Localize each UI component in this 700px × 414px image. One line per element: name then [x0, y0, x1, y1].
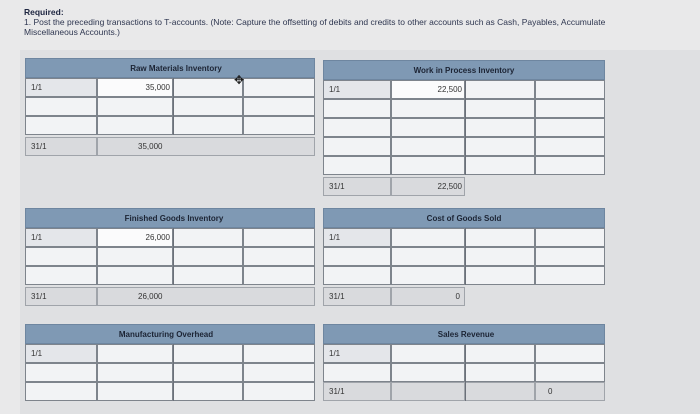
credit-date-cell[interactable] [465, 118, 535, 137]
credit-date-cell[interactable] [173, 116, 243, 135]
debit-row [25, 382, 315, 401]
ending-amount-cell [97, 137, 315, 156]
date-cell[interactable] [25, 363, 97, 382]
wip-title: Work in Process Inventory [413, 66, 515, 75]
ending-balance: 26,000 [138, 292, 163, 301]
debit-amount-cell[interactable] [391, 99, 465, 118]
credit-date-cell[interactable] [173, 344, 243, 363]
credit-amount-cell[interactable] [535, 80, 605, 99]
debit-amount-cell[interactable] [97, 247, 173, 266]
date-cell [323, 287, 391, 306]
ending-amount-cell [391, 177, 465, 196]
debit-row [323, 382, 605, 401]
credit-date-cell[interactable] [465, 156, 535, 175]
ending-balance-row [323, 177, 605, 196]
debit-amount-cell[interactable] [391, 118, 465, 137]
date-cell[interactable] [323, 247, 391, 266]
credit-amount-cell[interactable] [243, 344, 315, 363]
instruction-line-2: Miscellaneous Accounts.) [24, 27, 120, 37]
credit-date-cell[interactable] [465, 363, 535, 382]
debit-row [323, 363, 605, 382]
credit-amount-cell[interactable] [243, 247, 315, 266]
debit-row [323, 137, 605, 156]
debit-row [25, 344, 315, 363]
date-cell[interactable] [323, 266, 391, 285]
date-cell[interactable] [323, 99, 391, 118]
credit-amount-cell[interactable] [243, 363, 315, 382]
date-text: 1/1 [329, 233, 341, 242]
date-cell[interactable] [25, 266, 97, 285]
credit-date-cell[interactable] [173, 247, 243, 266]
credit-amount-cell[interactable] [243, 266, 315, 285]
credit-amount-cell[interactable] [535, 118, 605, 137]
t-account-divider [173, 228, 174, 285]
finished-goods-title: Finished Goods Inventory [124, 214, 224, 223]
debit-amount-cell[interactable] [391, 247, 465, 266]
credit-amount-cell[interactable] [243, 228, 315, 247]
date-cell [323, 382, 391, 401]
ending-balance: 0 [455, 292, 460, 301]
date-cell [25, 137, 97, 156]
debit-row [323, 118, 605, 137]
date-cell[interactable] [25, 97, 97, 116]
beginning-balance: 35,000 [145, 83, 170, 92]
date-cell[interactable] [323, 137, 391, 156]
credit-date-cell[interactable] [465, 266, 535, 285]
debit-amount-cell[interactable] [97, 116, 173, 135]
t-account-divider [173, 344, 174, 401]
end-date-text: 31/1 [329, 182, 345, 191]
end-date-text: 31/1 [329, 387, 345, 396]
sales-revenue-title: Sales Revenue [437, 330, 495, 339]
credit-date-cell[interactable] [173, 382, 243, 401]
mfg-overhead-header [25, 324, 315, 344]
date-cell[interactable] [323, 118, 391, 137]
date-text: 1/1 [329, 85, 341, 94]
cogs-title: Cost of Goods Sold [426, 214, 502, 223]
debit-row [323, 266, 605, 285]
finished-goods-header [25, 208, 315, 228]
raw-materials-title: Raw Materials Inventory [130, 64, 222, 73]
debit-amount-cell[interactable] [391, 80, 465, 99]
sales-revenue-header [323, 324, 605, 344]
credit-amount-cell[interactable] [243, 97, 315, 116]
credit-amount-cell[interactable] [535, 344, 605, 363]
date-cell[interactable] [323, 80, 391, 99]
date-cell[interactable] [25, 344, 97, 363]
debit-amount-cell[interactable] [391, 266, 465, 285]
debit-row [25, 228, 315, 247]
debit-amount-cell[interactable] [97, 78, 173, 97]
credit-amount-cell[interactable] [243, 116, 315, 135]
beginning-balance: 26,000 [145, 233, 170, 242]
debit-row [25, 247, 315, 266]
debit-amount-cell[interactable] [391, 228, 465, 247]
debit-amount-cell[interactable] [391, 344, 465, 363]
cogs-header [323, 208, 605, 228]
debit-row [25, 116, 315, 135]
date-cell[interactable] [25, 116, 97, 135]
wip-header [323, 60, 605, 80]
credit-amount-cell[interactable] [535, 247, 605, 266]
debit-row [323, 156, 605, 175]
credit-date-cell[interactable] [465, 80, 535, 99]
debit-row [323, 80, 605, 99]
debit-row [25, 78, 315, 97]
credit-date-cell[interactable] [173, 97, 243, 116]
debit-row [25, 97, 315, 116]
debit-row [323, 99, 605, 118]
credit-date-cell [465, 382, 535, 401]
mfg-overhead-title: Manufacturing Overhead [118, 330, 214, 339]
date-text: 1/1 [31, 233, 43, 242]
raw-materials-header [25, 58, 315, 78]
ending-balance: 35,000 [138, 142, 163, 151]
credit-date-cell[interactable] [173, 78, 243, 97]
credit-date-cell[interactable] [173, 228, 243, 247]
debit-amount-cell[interactable] [97, 344, 173, 363]
end-date-text: 31/1 [329, 292, 345, 301]
ending-balance-row [25, 137, 315, 156]
end-date-text: 31/1 [31, 292, 47, 301]
ending-amount-cell [391, 287, 465, 306]
instruction-line-1: 1. Post the preceding transactions to T-accounts. (Note: Capture the offsetting of debits and credits to other accounts such as Cash, Payables, Accumulate [24, 17, 606, 27]
date-cell[interactable] [25, 247, 97, 266]
credit-amount-cell[interactable] [535, 137, 605, 156]
date-cell[interactable] [323, 228, 391, 247]
credit-amount-cell[interactable] [243, 78, 315, 97]
credit-amount-cell[interactable] [535, 156, 605, 175]
date-text: 1/1 [31, 349, 43, 358]
t-account-divider [465, 80, 466, 175]
credit-date-cell[interactable] [465, 228, 535, 247]
ending-balance: 22,500 [437, 182, 462, 191]
ending-balance-row [25, 287, 315, 306]
ending-balance-row [323, 287, 605, 306]
debit-row [25, 363, 315, 382]
date-cell[interactable] [25, 228, 97, 247]
move-cursor-icon: ✥ [234, 73, 245, 87]
instructions [24, 7, 700, 37]
debit-amount-cell[interactable] [97, 363, 173, 382]
credit-date-cell[interactable] [465, 247, 535, 266]
debit-amount-cell[interactable] [97, 228, 173, 247]
debit-amount-cell[interactable] [391, 137, 465, 156]
beginning-balance: 22,500 [437, 85, 462, 94]
date-cell[interactable] [323, 363, 391, 382]
date-text: 1/1 [329, 349, 341, 358]
debit-row [323, 247, 605, 266]
credit-date-cell[interactable] [465, 99, 535, 118]
credit-date-cell[interactable] [465, 137, 535, 156]
debit-amount-cell[interactable] [97, 97, 173, 116]
date-cell[interactable] [25, 382, 97, 401]
ending-balance: 0 [548, 387, 553, 396]
credit-amount-cell[interactable] [535, 363, 605, 382]
t-account-divider [465, 228, 466, 285]
end-date-text: 31/1 [31, 142, 47, 151]
t-account-divider [465, 344, 466, 401]
date-text: 1/1 [31, 83, 43, 92]
debit-row [25, 266, 315, 285]
date-cell[interactable] [25, 78, 97, 97]
debit-amount-cell[interactable] [391, 156, 465, 175]
date-cell[interactable] [323, 344, 391, 363]
date-cell [323, 177, 391, 196]
t-account-divider [173, 78, 174, 135]
debit-row [323, 228, 605, 247]
date-cell [25, 287, 97, 306]
credit-amount-cell[interactable] [243, 382, 315, 401]
debit-row [323, 344, 605, 363]
credit-date-cell[interactable] [465, 344, 535, 363]
required-label: Required: [24, 7, 64, 17]
debit-amount-cell[interactable] [97, 382, 173, 401]
credit-date-cell[interactable] [173, 363, 243, 382]
credit-date-cell[interactable] [173, 266, 243, 285]
debit-amount-cell [391, 382, 465, 401]
debit-amount-cell[interactable] [97, 266, 173, 285]
ending-amount-cell [97, 287, 315, 306]
debit-amount-cell[interactable] [391, 363, 465, 382]
t-accounts-area [20, 50, 700, 414]
ending-amount-cell [535, 382, 605, 401]
credit-amount-cell[interactable] [535, 99, 605, 118]
date-cell[interactable] [323, 156, 391, 175]
credit-amount-cell[interactable] [535, 266, 605, 285]
credit-amount-cell[interactable] [535, 228, 605, 247]
